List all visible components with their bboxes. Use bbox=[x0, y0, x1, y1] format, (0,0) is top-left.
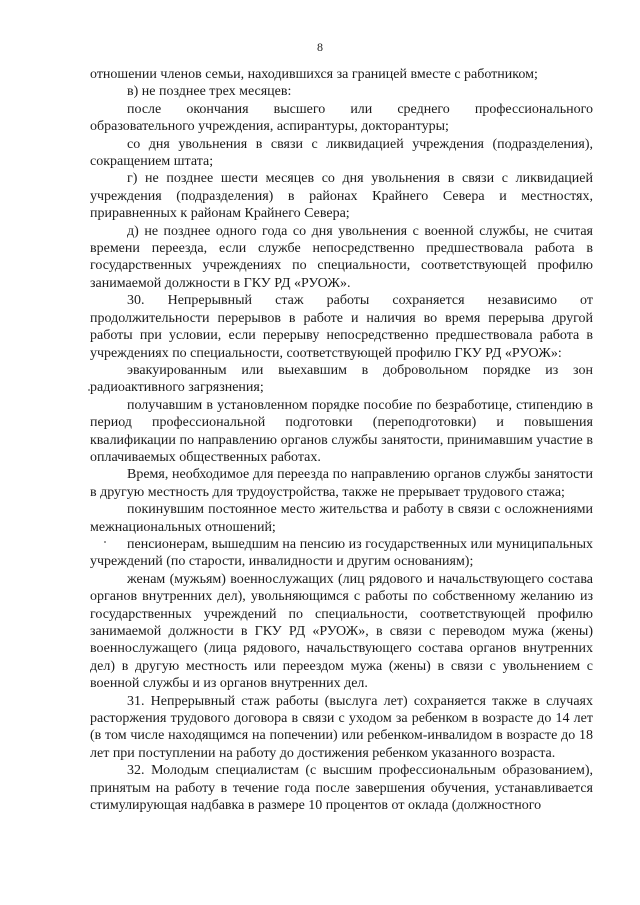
paragraph: 31. Непрерывный стаж работы (выслуга лет) сохраняется также в случаях расторжения трудового договора в связи с уходом за ребенком в возрасте до 14 лет (в том числе находящимся на попечении) или ребенком-инвалидом в возрасте до 18 лет при поступлении на работу до достижения ребенком указанного возраста. bbox=[90, 693, 593, 761]
paragraph: 30. Непрерывный стаж работы сохраняется независимо от продолжительности перерывов в работе и наличия во время перерыва другой работы при условии, если перерыву непосредственно предшествовала работа в учреждениях по специальности, соответствующей профилю ГКУ РД «РУОЖ»: bbox=[90, 293, 593, 361]
paragraph: покинувшим постоянное место жительства и работу в связи с осложнениями межнациональных отношений; bbox=[90, 502, 593, 535]
paragraph: д) не позднее одного года со дня увольнения с военной службы, не считая времени переезда, если службе непосредственно предшествовала работа в государственных учреждениях по специальности, соответствующей профилю занимаемой должности в ГКУ РД «РУОЖ». bbox=[90, 223, 593, 291]
page-number: 8 bbox=[317, 40, 323, 54]
scan-speck bbox=[88, 389, 90, 391]
paragraph: Время, необходимое для переезда по направлению органов службы занятости в другую местность для трудоустройства, также не прерывает трудового стажа; bbox=[90, 467, 593, 500]
scan-speck bbox=[104, 541, 106, 543]
document-body bbox=[90, 66, 593, 814]
paragraph: г) не позднее шести месяцев со дня увольнения в связи с ликвидацией учреждения (подразделения) в районах Крайнего Севера и местностях, приравненных к районам Крайнего Севера; bbox=[90, 171, 593, 222]
paragraph: после окончания высшего или среднего профессионального образовательного учреждения, аспирантуры, докторантуры; bbox=[90, 101, 593, 135]
paragraph: эвакуированным или выехавшим в добровольном порядке из зон радиоактивного загрязнения; bbox=[90, 362, 593, 396]
paragraph: отношении членов семьи, находившихся за границей вместе с работником; bbox=[90, 67, 538, 82]
paragraph: со дня увольнения в связи с ликвидацией учреждения (подразделения), сокращением штата; bbox=[90, 136, 593, 170]
paragraph: пенсионерам, вышедшим на пенсию из государственных или муниципальных учреждений (по старости, инвалидности и другим основаниям); bbox=[90, 536, 593, 570]
paragraph: 32. Молодым специалистам (с высшим профессиональным образованием), принятым на работу в течение года после завершения обучения, устанавливается стимулирующая надбавка в размере 10 процентов от оклада (должностного bbox=[90, 763, 593, 814]
paragraph: женам (мужьям) военнослужащих (лиц рядового и начальствующего состава органов внутренних дел), увольняющимся с работы по собственному желанию из государственных учреждений по специальности, соответствующей профилю занимаемой должности в ГКУ РД «РУОЖ», в связи с переводом мужа (жены) военнослужащего (лица рядового, начальствующего состава органов внутренних дел) в другую местность или переездом мужа (жены) в связи с увольнением с военной службы и из органов внутренних дел. bbox=[90, 571, 593, 692]
paragraph: получавшим в установленном порядке пособие по безработице, стипендию в период профессиональной подготовки (переподготовки) и повышения квалификации по направлению органов службы занятости, принимавшим участие в оплачиваемых общественных работах. bbox=[90, 397, 593, 465]
paragraph: в) не позднее трех месяцев: bbox=[127, 84, 292, 100]
